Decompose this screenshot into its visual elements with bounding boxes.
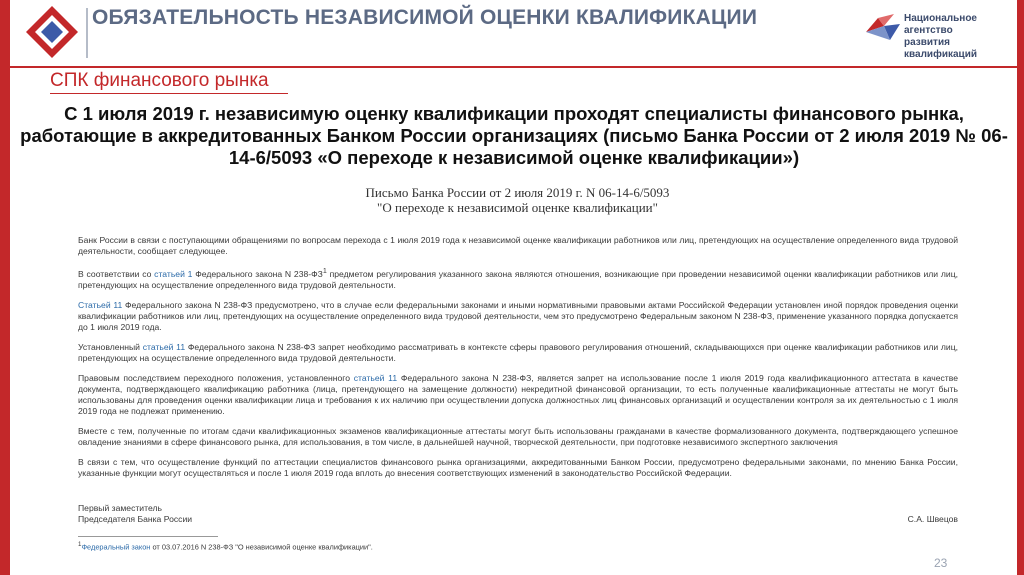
text-fragment: В соответствии со [78, 268, 155, 279]
text-fragment: Федерального закона N 238-ФЗ, является запрет на использование после 1 июля 2019 года квалификационного аттестата в качестве документа, подтверждающего квалификацию работника (лица, претендующего на замещение должности) некредитной финансовой организации, то есть полученные квалификационные аттестаты не могут быть использованы для проведения оценки квалификации лица и требования к их наличию при осуществлении допуска должностных лиц финансовых организаций и осуществлении контроля за их деятельностью с 1 июля 2019 года не подлежат применению. [78, 372, 958, 417]
letter-paragraph-4 [78, 342, 958, 364]
letter-paragraph-5 [78, 373, 958, 418]
law-article-link[interactable]: статьей 11 [142, 341, 186, 352]
right-accent-bar [1017, 0, 1024, 575]
agency-name-line1: Национальное агентство [904, 13, 977, 36]
left-accent-bar [0, 0, 10, 575]
footnote-divider [78, 536, 218, 537]
signer-title-line2: Председателя Банка России [78, 514, 193, 524]
footnote-text: от 03.07.2016 N 238-ФЗ "О независимой оценке квалификации". [150, 542, 373, 552]
text-fragment: Правовым последствием переходного положения, установленного [78, 372, 354, 383]
letter-title-line1: Письмо Банка России от 2 июля 2019 г. N 06-14-6/5093 [365, 185, 670, 200]
law-article-link[interactable]: статьей 11 [353, 372, 398, 383]
text-fragment: Федерального закона N 238-ФЗ запрет необходимо рассматривать в контексте сферы правового регулирования отношений, складывающихся при оценке квалификации работников или лиц, претендующих на осуществление определенного вида трудовой деятельности. [78, 341, 959, 363]
letter-title-line2: "О переходе к независимой оценке квалификации" [377, 200, 658, 215]
slide-title: ОБЯЗАТЕЛЬНОСТЬ НЕЗАВИСИМОЙ ОЦЕНКИ КВАЛИФИКАЦИИ [92, 6, 758, 29]
subtitle-underline [50, 93, 288, 94]
signer-title-line1: Первый заместитель [78, 503, 162, 513]
letter-paragraph-3 [78, 300, 958, 334]
agency-name [904, 13, 1019, 61]
signer-name: С.А. Швецов [907, 514, 958, 524]
letter-paragraph-7: В связи с тем, что осуществление функций по аттестации специалистов финансового рынка организациями, аккредитованными Банком России, предусмотрено федеральными законами, по мнению Банка России, указанные функции могут осуществляться и после 1 июля 2019 года вплоть до внесения соответствующих изменений в законодательство Российской Федерации. [78, 456, 958, 479]
law-article-link[interactable]: статьей 1 [154, 268, 193, 279]
text-fragment: предметом регулирования указанного закона являются отношения, возникающие при проведении независимой оценки квалификации работников или лиц, претендующих на осуществление определенного вида трудовой деятельности. [78, 268, 959, 290]
diamond-logo-icon [24, 4, 80, 60]
footnote [78, 541, 373, 551]
text-fragment: Федерального закона N 238-ФЗ предусмотрено, что в случае если федеральными законами и иными нормативными правовыми актами Российской Федерации установлен иной порядок проведения оценки квалификации работников или лиц, претендующих на осуществление определенного вида трудовой деятельности, чем это предусмотрено Федеральным законом N 238-ФЗ, применение указанного порядка допускается до 1 июля 2019 года. [78, 299, 959, 333]
letter-paragraph-6: Вместе с тем, полученные по итогам сдачи квалификационных экзаменов квалификационные аттестаты могут быть использованы гражданами в качестве формализованного документа, подтверждающего успешное овладение знаниями в сфере финансового рынка, для использования, в том числе, в дальнейшей научной, творческой деятельности, при подготовке независимого экспертного заключения [78, 426, 958, 448]
letter-scan [60, 185, 975, 560]
agency-name-line2: развития квалификаций [904, 37, 977, 60]
section-subtitle: СПК финансового рынка [50, 70, 269, 91]
law-article-link[interactable]: Статьей 11 [78, 299, 123, 310]
letter-body [78, 235, 958, 488]
main-statement: С 1 июля 2019 г. независимую оценку квалификации проходят специалисты финансового рынка, работающие в аккредитованных Банком России организациях (письмо Банка России от 2 июля 2019 № 06-14-6/5093 «О переходе к независимой оценке квалификации») [20, 103, 1008, 168]
header-divider [0, 66, 1024, 68]
letter-paragraph-1: Банк России в связи с поступающими обращениями по вопросам перехода с 1 июля 2019 года к независимой оценке квалификации работников или лиц, претендующих на осуществление определенного вида трудовой деятельности, сообщает следующее. [78, 235, 958, 257]
letter-paragraph-2 [78, 266, 958, 291]
header-vertical-rule [86, 8, 88, 58]
footnote-law-link[interactable]: Федеральный закон [81, 542, 151, 552]
signature-block [78, 503, 958, 525]
text-fragment: Федерального закона N 238-ФЗ [192, 268, 323, 279]
page-number: 23 [934, 556, 948, 570]
footnote-ref: 1 [322, 266, 327, 275]
footnote-marker: 1 [78, 541, 82, 548]
text-fragment: Установленный [78, 341, 143, 352]
nark-logo-icon [864, 10, 902, 46]
